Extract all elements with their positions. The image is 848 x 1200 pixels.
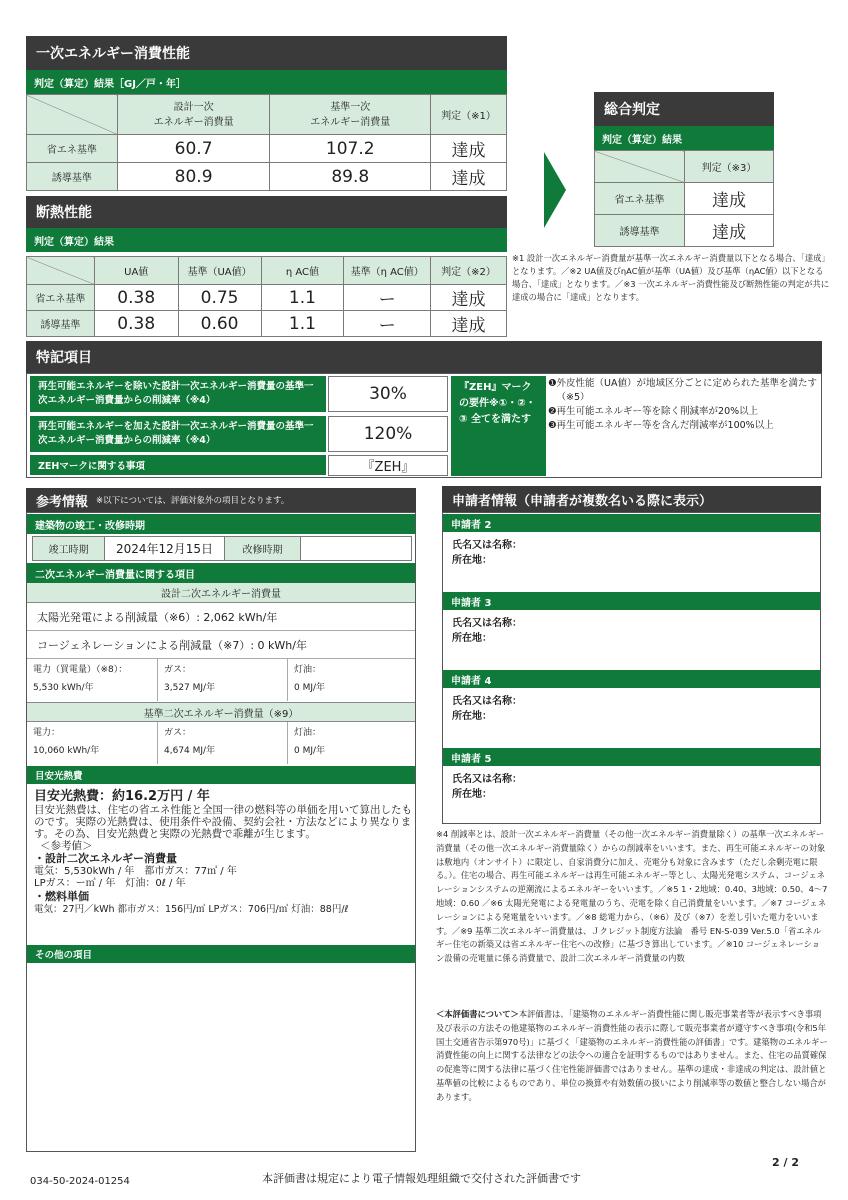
design-gas-label: ガス：	[164, 665, 192, 675]
judge-value: 達成	[431, 163, 507, 191]
arrow-right-icon	[540, 150, 570, 230]
design-consumption-row	[27, 659, 415, 701]
requirement-2: 再生可能エネルギー等を除く削減率が20%以上	[556, 406, 759, 417]
ua-standard-value: 0.75	[178, 285, 261, 311]
document-number: 034-50-2024-01254	[30, 1176, 130, 1187]
footnote-4: ※4 削減率とは、設計一次エネルギー消費量（その他一次エネルギー消費量除く）の基準一次エネルギー消費量（その他一次エネルギー消費量除く）からの削減率をいいます。また、再生可能エネルギーの対象は敷地内（オンサイト）に限定し、自家消費分に加え、売電分も対象に含みます（ただし余剰売電に限る。）。住宅の場合、再生可能エネルギーは再生可能エネルギー等とし、太陽光発電システム、コージェネレーションシステムの逆潮流によるエネルギーをいいます。／※5 1・2地域：0.40、3地域：0.50、4～7地域：0.60 ／※6 太陽光発電による発電量のうち、売電を除く自己消費量をいいます。／※7 コージェネレーションによる発電量をいいます。／※8 総電力から、（※6）及び（※7）を差し引いた電力をいいます。／※9 基準二次エネルギー消費量は、Ｊクレジット制度方法論 番号 EN-S-039 Ver.5.0「省エネルギー住宅の新築又は省エネルギー住宅への改修」に基づき算出しています。／※10 コージェネレーション設備の売電量に係る消費量で、設計二次エネルギー消費量の内数	[436, 829, 828, 964]
completion-header: 建築物の竣工・改修時期	[27, 514, 415, 534]
overall-subtitle: 判定（算定）結果	[594, 126, 774, 150]
name-label: 氏名又は名称：	[452, 696, 522, 707]
overall-table	[594, 150, 774, 247]
applicant-4-fields	[452, 694, 522, 724]
number-3-icon: ❸	[548, 420, 557, 431]
renovation-label: 改修時期	[225, 537, 301, 561]
about-title: ＜本評価書について＞	[436, 1009, 519, 1019]
standard-value: 89.8	[270, 163, 431, 191]
applicant-4-header: 申請者 4	[443, 670, 820, 688]
standard-secondary-label: 基準二次エネルギー消費量（※9）	[27, 702, 415, 722]
secondary-consumption-line1: 電気：5,530kWh / 年 都市ガス：77㎥ / 年	[34, 866, 237, 877]
special-row1-value: 30%	[328, 376, 448, 412]
about-body: 本評価書は、「建築物のエネルギー消費性能に関し販売事業者等が表示すべき事項及び表示の方法その他建築物のエネルギー消費性能の表示に際して販売事業者が遵守すべき事項(令和5年国土交通省告示第970号)」に基づく「建築物のエネルギー消費性能の評価書」です。建築物のエネルギー消費性能の向上に関する法律などの法令への適合を証明するものではありません。また、住宅の品質確保の促進等に関する法律に基づく住宅性能評価書ではありません。基準の達成・非達成の判定は、設計値と基準値の比較によるものであり、単位の換算や有効数値の扱いにより削減率等の数値と整合しない場合があります。	[436, 1009, 828, 1102]
address-label: 所在地：	[452, 633, 492, 644]
col-eta-standard: 基準（η AC値）	[344, 257, 431, 285]
insulation-title: 断熱性能	[26, 196, 507, 228]
col-eta: η AC値	[261, 257, 344, 285]
primary-subtitle: 判定（算定）結果［GJ／戸・年］	[26, 70, 507, 94]
insulation-table	[26, 256, 507, 337]
fuel-price-title: ・燃料単価	[34, 890, 89, 903]
requirement-1: 外皮性能（UA値）が地域区分ごとに定められた基準を満たす（※5）	[556, 378, 817, 403]
std-oil-value: 0 MJ/年	[294, 746, 326, 756]
list-item	[548, 377, 820, 405]
row-label: 誘導基準	[27, 163, 118, 191]
table-row	[27, 285, 507, 311]
judge-value: 達成	[685, 183, 774, 215]
ua-standard-value: 0.60	[178, 311, 261, 337]
primary-title: 一次エネルギー消費性能	[26, 36, 507, 70]
applicant-3-header: 申請者 3	[443, 592, 820, 610]
table-row	[595, 183, 774, 215]
ua-value: 0.38	[94, 285, 178, 311]
zeh-requirements-label: 『ZEH』マークの要件※①・②・③ 全てを満たす	[451, 376, 546, 476]
special-row1-label: 再生可能エネルギーを除いた設計一次エネルギー消費量の基準一次エネルギー消費量からの削減率（※4）	[30, 376, 326, 412]
applicant-5-fields	[452, 772, 522, 802]
design-elec-value: 5,530 kWh/年	[33, 683, 94, 693]
special-row2-label: 再生可能エネルギーを加えた設計一次エネルギー消費量の基準一次エネルギー消費量からの削減率（※4）	[30, 416, 326, 452]
footer-text: 本評価書は規定により電子情報処理組織で交付された評価書です	[262, 1172, 581, 1185]
row-label: 省エネ基準	[27, 135, 118, 163]
renovation-value	[301, 537, 412, 561]
col-judge: 判定（※2）	[431, 257, 507, 285]
eta-standard-value: ー	[344, 311, 431, 337]
design-oil-label: 灯油：	[294, 665, 322, 675]
special-title: 特記項目	[26, 341, 822, 373]
table-row	[27, 311, 507, 337]
row-label: 誘導基準	[595, 215, 685, 247]
standard-consumption-row	[27, 722, 415, 764]
zeh-requirements-list	[548, 377, 820, 433]
design-value: 60.7	[117, 135, 270, 163]
cost-description: 目安光熱費は、住宅の省エネ性能と全国一律の燃料等の単価を用いて算出したものです。実際の光熱費は、使用条件や設備、契約会社・方法などにより異なります。その為、目安光熱費と実際の光熱費で乖離が生じます。	[34, 804, 412, 840]
std-gas-value: 4,674 MJ/年	[164, 746, 216, 756]
table-row	[27, 163, 507, 191]
design-elec-label: 電力（買電量）（※8）：	[33, 665, 128, 675]
reference-title-note: ※以下については、評価対象外の項目となります。	[96, 496, 290, 506]
completion-label: 竣工時期	[33, 537, 105, 561]
special-row3-value: 『ZEH』	[328, 455, 448, 476]
diagonal-cell	[27, 95, 118, 135]
applicant-5-header: 申請者 5	[443, 748, 820, 766]
applicant-2-fields	[452, 538, 522, 568]
secondary-header: 二次エネルギー消費量に関する項目	[27, 563, 415, 583]
address-label: 所在地：	[452, 711, 492, 722]
col-ua: UA値	[94, 257, 178, 285]
col-judge: 判定（※1）	[431, 95, 507, 135]
number-2-icon: ❷	[548, 406, 557, 417]
col-standard: 基準一次 エネルギー消費量	[270, 95, 431, 135]
standard-value: 107.2	[270, 135, 431, 163]
cost-section	[34, 785, 412, 916]
design-oil-value: 0 MJ/年	[294, 683, 326, 693]
completion-value: 2024年12月15日	[105, 537, 225, 561]
cost-header: 目安光熱費	[27, 766, 415, 784]
secondary-consumption-line2: LPガス：ー㎥ / 年 灯油：0ℓ / 年	[34, 878, 186, 889]
col-design: 設計一次 エネルギー消費量	[117, 95, 270, 135]
completion-table	[32, 536, 412, 561]
address-label: 所在地：	[452, 789, 492, 800]
diagonal-cell	[27, 257, 95, 285]
applicant-title: 申請者情報（申請者が複数名いる際に表示）	[442, 486, 821, 512]
list-item	[548, 419, 820, 433]
std-elec-label: 電力：	[33, 728, 61, 738]
col-judge: 判定（※3）	[685, 151, 774, 183]
eta-value: 1.1	[261, 285, 344, 311]
name-label: 氏名又は名称：	[452, 774, 522, 785]
about-section	[436, 1008, 828, 1105]
std-oil-label: 灯油：	[294, 728, 322, 738]
name-label: 氏名又は名称：	[452, 618, 522, 629]
table-row	[27, 135, 507, 163]
row-label: 誘導基準	[27, 311, 95, 337]
judge-value: 達成	[431, 311, 507, 337]
overall-note: ※1 設計一次エネルギー消費量が基準一次エネルギー消費量以下となる場合、「達成」となります。／※2 UA値及びηAC値が基準（UA値）及び基準（ηAC値）以下となる場合、「達成」となります。／※3 一次エネルギー消費性能及び断熱性能の判定が共に達成の場合に「達成」となります。	[512, 253, 830, 302]
solar-reduction: 太陽光発電による削減量（※6）: 2,062 kWh/年	[27, 603, 415, 631]
cost-title: 目安光熱費：約16.2万円 / 年	[34, 789, 210, 804]
list-item	[548, 405, 820, 419]
std-elec-value: 10,060 kWh/年	[33, 746, 100, 756]
primary-table	[26, 94, 507, 191]
reference-header	[26, 488, 416, 512]
name-label: 氏名又は名称：	[452, 540, 522, 551]
fuel-price-line: 電気：27円／kWh 都市ガス：156円/㎥ LPガス：706円/㎥ 灯油：88円/ℓ	[34, 904, 349, 915]
row-label: 省エネ基準	[27, 285, 95, 311]
row-label: 省エネ基準	[595, 183, 685, 215]
eta-value: 1.1	[261, 311, 344, 337]
judge-value: 達成	[431, 135, 507, 163]
std-gas-label: ガス：	[164, 728, 192, 738]
insulation-subtitle: 判定（算定）結果	[26, 228, 507, 252]
design-gas-value: 3,527 MJ/年	[164, 683, 216, 693]
ua-value: 0.38	[94, 311, 178, 337]
applicant-2-header: 申請者 2	[443, 514, 820, 532]
design-value: 80.9	[117, 163, 270, 191]
page-number: 2 / 2	[772, 1156, 799, 1169]
reference-title: 参考情報	[36, 494, 89, 510]
design-secondary-label: 設計二次エネルギー消費量	[27, 583, 415, 603]
cogen-reduction: コージェネレーションによる削減量（※7）: 0 kWh/年	[27, 631, 415, 659]
applicant-3-fields	[452, 616, 522, 646]
judge-value: 達成	[431, 285, 507, 311]
special-row2-value: 120%	[328, 416, 448, 452]
ref-values-label: ＜参考値＞	[40, 840, 93, 852]
requirement-3: 再生可能エネルギー等を含んだ削減率が100%以上	[556, 420, 774, 431]
other-header: その他の項目	[27, 945, 415, 963]
overall-title: 総合判定	[594, 92, 774, 126]
col-ua-standard: 基準（UA値）	[178, 257, 261, 285]
number-1-icon: ❶	[548, 378, 557, 389]
address-label: 所在地：	[452, 555, 492, 566]
secondary-consumption-title: ・設計二次エネルギー消費量	[34, 852, 177, 865]
diagonal-cell	[595, 151, 685, 183]
special-row3-label: ZEHマークに関する事項	[30, 455, 326, 475]
judge-value: 達成	[685, 215, 774, 247]
eta-standard-value: ー	[344, 285, 431, 311]
table-row	[595, 215, 774, 247]
